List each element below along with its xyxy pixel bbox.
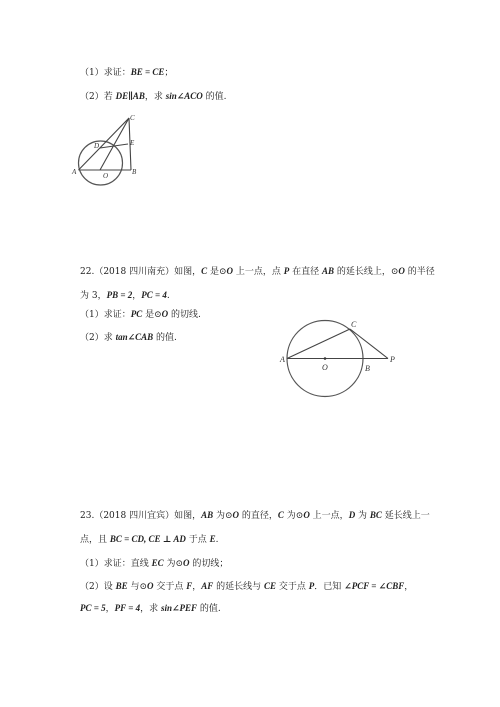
q23-p2-ce: CE [264,581,277,591]
q23-p2-ang: ∠PCF = ∠CBF [344,581,405,591]
q22-center-dot [324,357,327,360]
q23-l1-a: 23.（2018 四川宜宾）如图， [80,511,202,521]
q23-l1-d: 为⊙ [283,511,304,521]
q23-p2-c: 交于点 [153,582,187,592]
q23-line1 [80,509,430,522]
q23-part1-ec: EC [151,558,164,568]
q22-math-ab: AB [321,266,334,276]
q23-p2-be: BE [115,581,128,591]
q23-p2-a: （2）设 [80,582,116,592]
q22-math-c: C [201,266,208,276]
q22-l2-a: 为 3， [80,291,107,301]
q23-p2-d: ， [192,582,202,592]
q23-p2-af: AF [201,581,214,591]
q23-l2-b: 于点 [185,535,210,545]
q22-text-a: 22.（2018 四川南充）如图， [80,267,202,277]
q21-label-b: B [132,168,137,176]
q22-math-o: O [226,266,234,276]
q22-l2-b: ， [132,291,142,301]
q21-label-d: D [94,142,100,150]
q22-math-p: P [283,266,290,276]
q22-l2-c: . [166,291,170,301]
q21-part2-math1: DE∥AB [115,91,145,101]
q22-part1-c: 的切线. [168,310,201,320]
q22-l2-pc: PC = 4 [141,290,167,300]
q22-text-e: 的延长线上，⊙ [334,267,399,277]
q23-part1-text: （1）求证：直线 [80,559,152,569]
q21-part1-math: BE = CE [130,67,165,77]
q22-part1-math: PC [130,309,143,319]
q23-p2-p: P [308,581,315,591]
q23-l1-o2: O [303,510,310,520]
q23-l2-c: . [215,535,219,545]
q23-l3-b: ，求 [140,604,161,614]
q23-l1-b: 为⊙ [213,511,233,521]
q22-line1 [80,265,435,278]
q21-part2-mid: ，求 [144,92,166,102]
q23-l1-g: 延长线上一 [381,511,430,521]
q21-part2-end: 的值. [202,92,227,102]
q22-part1-text: （1）求证： [80,310,131,320]
q23-l1-ab: AB [201,510,214,520]
q22-label-c: C [351,320,357,329]
q23-l1-cc: C [277,510,284,520]
q23-l2-e: E [209,534,216,544]
q23-p2-h: ， [404,582,414,592]
q21-part1-end: ； [164,68,174,78]
q23-line3 [80,602,221,615]
q21-figure [70,110,150,190]
q22-part1-o: O [161,309,169,319]
q23-l2-math: BC = CD, CE ⊥ AD [109,534,186,544]
q23-l2-a: 点，且 [80,535,110,545]
q22-figure [278,316,403,401]
q21-part1 [80,66,173,79]
q21-label-e: E [130,139,135,147]
q22-label-a: A [280,355,285,364]
q23-p2-g: ．已知 [314,582,345,592]
q23-part2 [80,580,413,593]
q22-label-b: B [365,364,370,373]
q23-p2-b: 与⊙ [127,582,148,592]
q22-part2-math: tan∠CAB [115,332,154,342]
q23-part1-b: 为⊙ [163,559,184,569]
q22-label-o: O [322,363,328,372]
q22-text-c: 上一点，点 [233,267,284,277]
q23-l1-o: O [232,510,240,520]
q23-l3-pf: PF = 4 [114,603,141,613]
q22-line-cp [350,329,388,359]
q22-line2 [80,289,170,302]
q23-l3-a: ， [105,604,115,614]
q23-l1-f: 为 [355,511,370,521]
q22-label-p: P [390,355,395,364]
q21-label-o: O [103,172,109,180]
q22-part2 [80,331,177,344]
q21-part1-text: （1）求证： [80,68,131,78]
q23-l1-dd: D [348,510,356,520]
q23-l3-pc: PC = 5 [80,603,106,613]
q21-part2 [80,90,227,103]
q23-p2-f: F [186,581,193,591]
q22-l2-pb: PB = 2 [106,290,133,300]
q23-l3-sin: sin∠PEF [161,603,198,613]
q23-l1-e: 上一点， [309,511,349,521]
q23-p2-ff: 交于点 [276,582,309,592]
q22-text-d: 在直径 [289,267,322,277]
q23-l3-c: 的值. [197,604,221,614]
q22-part1-b: 是⊙ [142,310,162,320]
q23-p2-e: 的延长线与 [213,582,265,592]
q22-math-o2: O [398,266,405,276]
q21-label-a: A [72,168,77,176]
q21-label-c: C [130,114,135,122]
q22-text-b: 是⊙ [207,267,227,277]
q23-part1-c: 的切线； [189,559,229,569]
q23-l1-c: 的直径， [239,511,278,521]
q22-part2-text: （2）求 [80,333,116,343]
q23-p2-o: O [147,581,154,591]
q23-part1-o: O [183,558,190,568]
q21-part2-math2: sin∠ACO [165,91,203,101]
q22-text-f: 的半径 [404,267,435,277]
q23-line2 [80,533,218,546]
q22-part2-b: 的值. [153,333,177,343]
q23-part1 [80,557,228,570]
q21-part2-text: （2）若 [80,92,116,102]
q22-part1 [80,308,201,321]
q23-l1-bc: BC [369,510,382,520]
